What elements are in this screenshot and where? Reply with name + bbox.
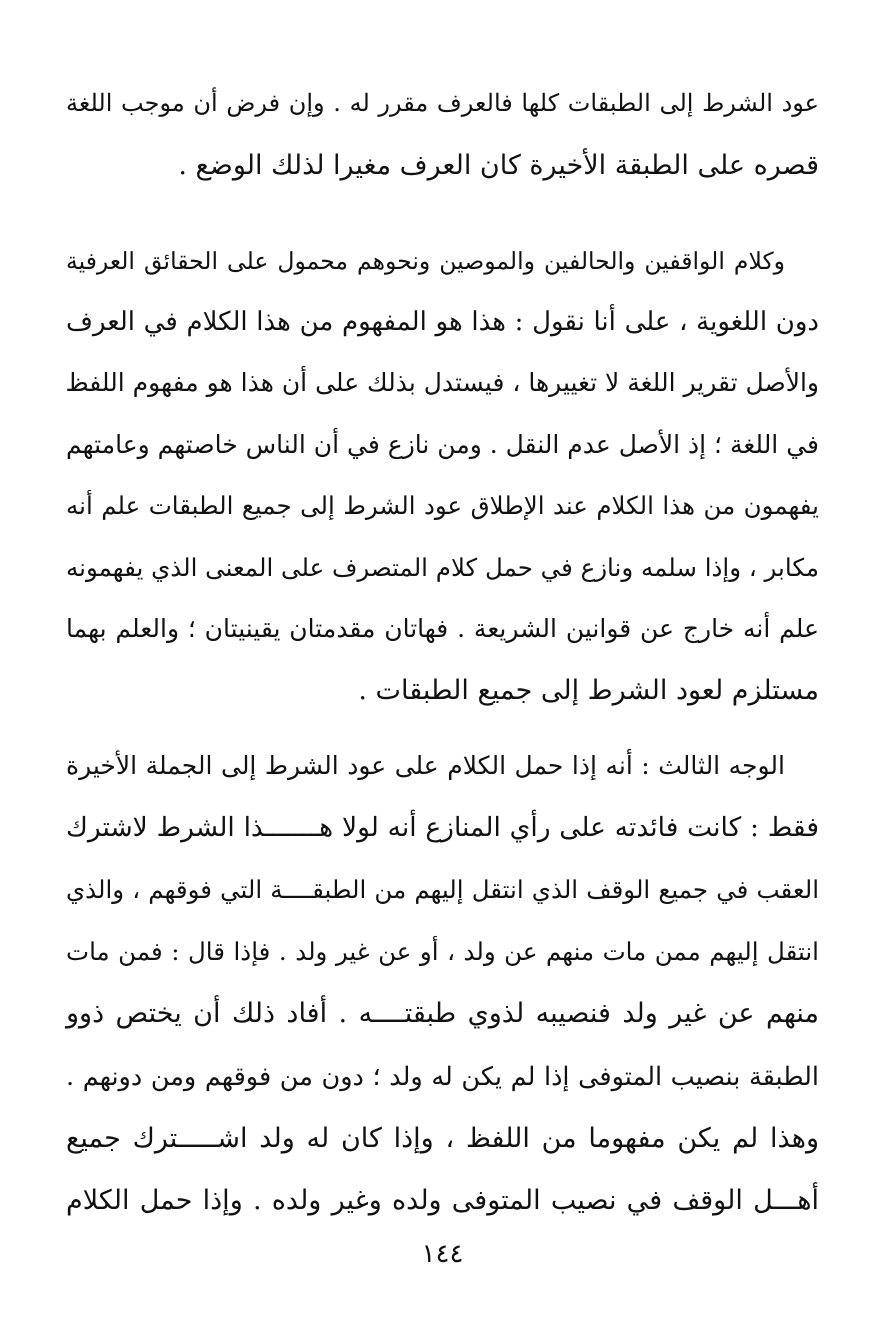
text-line: وكلام الواقفين والحالفين والموصين ونحوهم محمول على الحقائق العرفية	[66, 247, 785, 275]
page-number: ١٤٤	[421, 1239, 464, 1269]
text-line: أهـــل الوقف في نصيب المتوفى ولده وغير ولده . وإذا حمل الكلام	[66, 1185, 819, 1216]
text-line: الوجه الثالث : أنه إذا حمل الكلام على عود الشرط إلى الجملة الأخيرة	[66, 751, 785, 780]
text-line: يفهمون من هذا الكلام عند الإطلاق عود الشرط إلى جميع الطبقات علم أنه	[66, 491, 819, 520]
text-line: والأصل تقرير اللغة لا تغييرها ، فيستدل بذلك على أن هذا هو مفهوم اللفظ	[65, 368, 819, 397]
text-line: عود الشرط إلى الطبقات كلها فالعرف مقرر له . وإن فرض أن موجب اللغة	[66, 89, 819, 117]
text-line: مكابر ، وإذا سلمه ونازع في حمل كلام المتصرف على المعنى الذي يفهمونه	[66, 553, 819, 582]
text-line: قصره على الطبقة الأخيرة كان العرف مغيرا لذلك الوضع .	[178, 150, 819, 181]
text-line: مستلزم لعود الشرط إلى جميع الطبقات .	[358, 675, 819, 706]
text-line: علم أنه خارج عن قوانين الشريعة . فهاتان مقدمتان يقينيتان ؛ والعلم بهما	[66, 614, 819, 643]
text-line: العقب في جميع الوقف الذي انتقل إليهم من الطبقــــة التي فوقهم ، والذي	[66, 875, 819, 904]
text-line: دون اللغوية ، على أنا نقول : هذا هو المفهوم من هذا الكلام في العرف	[66, 307, 819, 337]
text-line: فقط : كانت فائدته على رأي المنازع أنه لولا هـــــــذا الشرط لاشترك	[66, 812, 819, 843]
text-line: انتقل إليهم ممن مات منهم عن ولد ، أو عن غير ولد . فإذا قال : فمن مات	[66, 937, 819, 966]
text-line: وهذا لم يكن مفهوما من اللفظ ، وإذا كان له ولد اشـــــترك جميع	[66, 1123, 819, 1154]
text-line: في اللغة ؛ إذ الأصل عدم النقل . ومن نازع في أن الناس خاصتهم وعامتهم	[66, 430, 819, 459]
text-line: منهم عن غير ولد فنصيبه لذوي طبقتــــه . أفاد ذلك أن يختص ذوو	[66, 998, 819, 1029]
text-line: الطبقة بنصيب المتوفى إذا لم يكن له ولد ؛ دون من فوقهم ومن دونهم .	[66, 1062, 819, 1092]
